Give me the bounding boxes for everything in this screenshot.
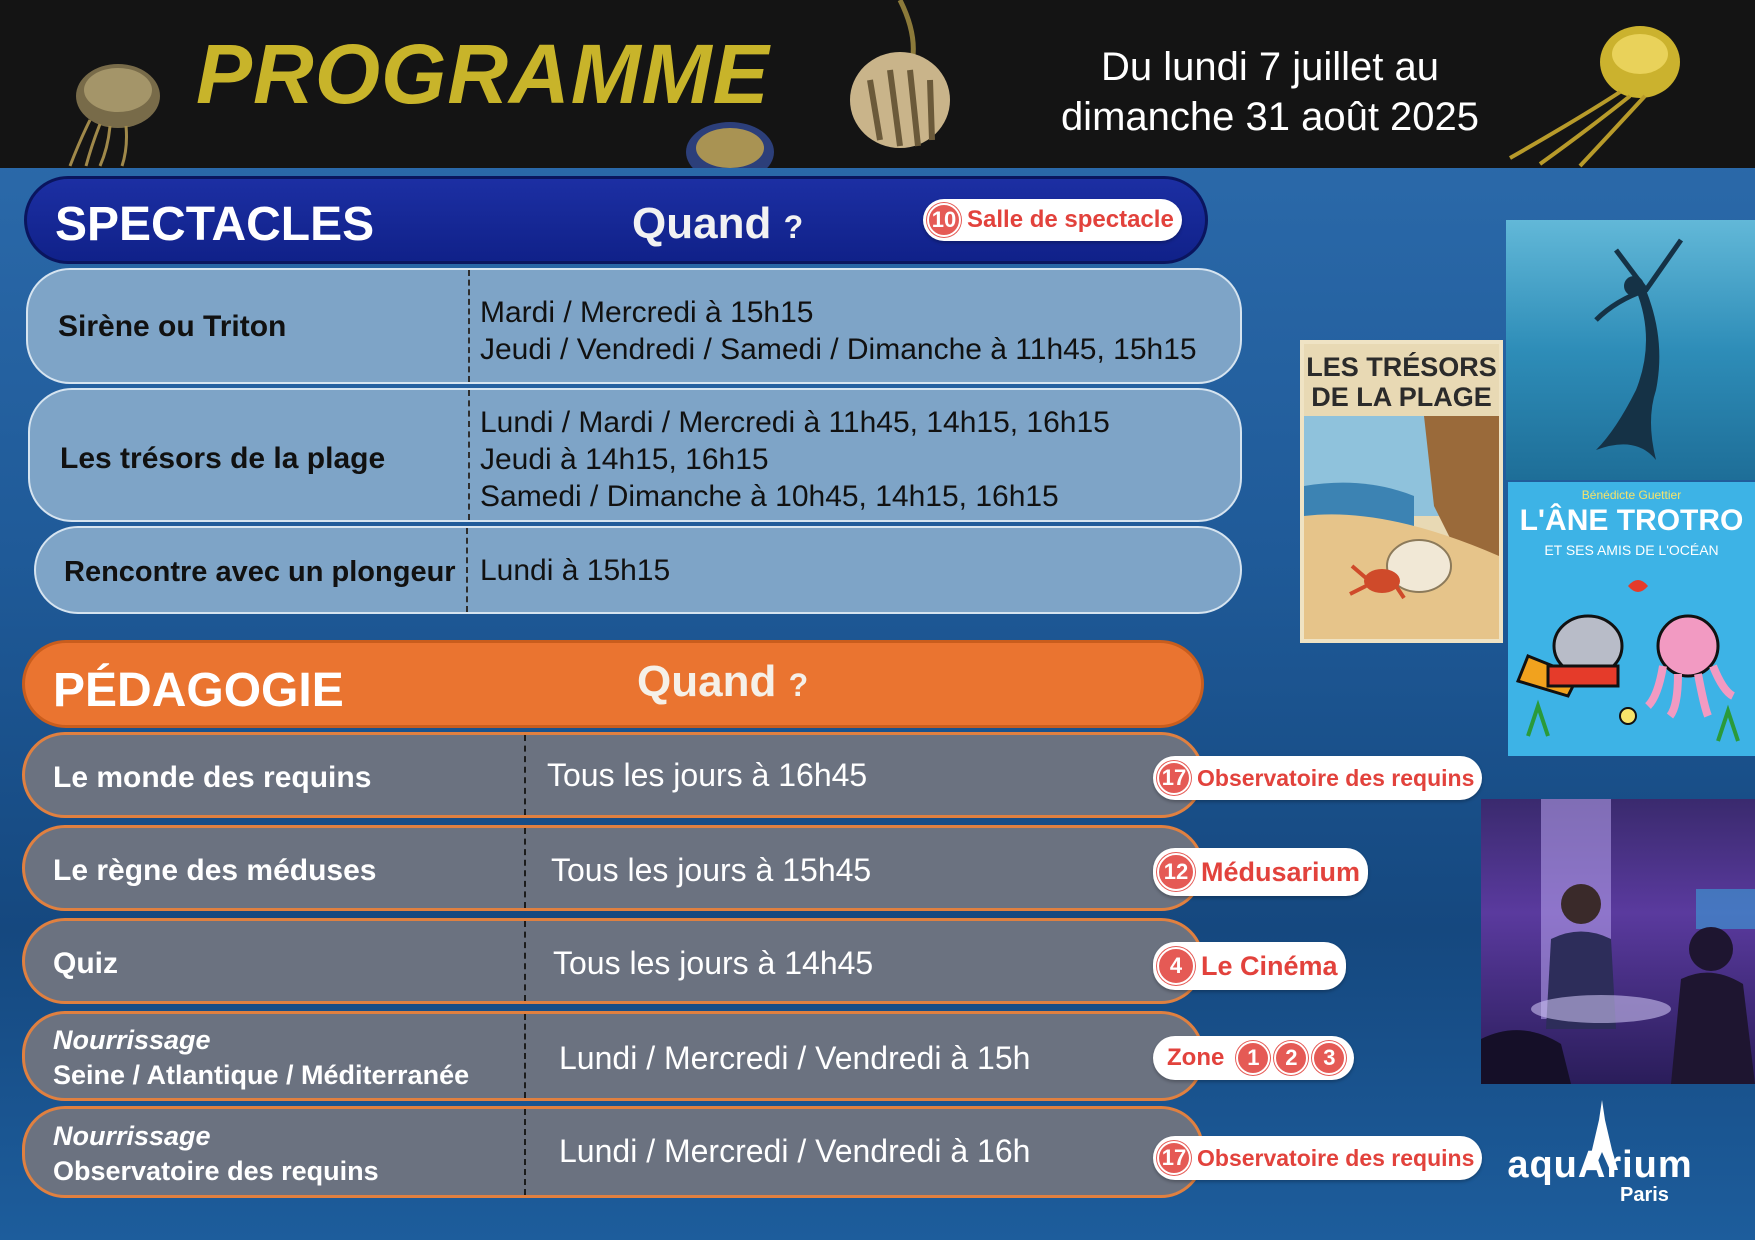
spectacles-title: SPECTACLES: [55, 198, 375, 251]
pedagogie-quand-label: Quand ?: [637, 657, 809, 706]
page-title: PROGRAMME: [196, 27, 770, 121]
poster-tresors-de-la-plage: LES TRÉSORS DE LA PLAGE: [1300, 340, 1503, 643]
pedagogie-row: Nourrissage Seine / Atlantique / Méditerranée Lundi / Mercredi / Vendredi à 15h: [22, 1011, 1204, 1101]
pedagogie-row: Nourrissage Observatoire des requins Lundi / Mercredi / Vendredi à 16h: [22, 1106, 1204, 1198]
pedagogie-header: [22, 640, 1204, 728]
book-cover-ane-trotro: Bénédicte Guettier L'ÂNE TROTRO ET SES AMIS DE L'OCÉAN: [1508, 482, 1755, 756]
jellyfish-illustration-left: [30, 40, 170, 168]
location-badge-observatoire-des-requins: 17 Observatoire des requins: [1153, 756, 1482, 800]
pedagogie-row: Le règne des méduses Tous les jours à 15h45: [22, 825, 1204, 911]
aquarium-paris-logo: aquArium Paris: [1490, 1100, 1710, 1210]
beach-crab-illustration: [1304, 416, 1499, 640]
photo-mermaid-underwater: [1506, 220, 1755, 480]
header-banner: [0, 0, 1755, 168]
location-badge-zones: Zone 1 2 3: [1153, 1036, 1354, 1080]
spectacle-row: Les trésors de la plage Lundi / Mardi / Mercredi à 11h45, 14h15, 16h15 Jeudi à 14h15, 16h15 Samedi / Dimanche à 10h45, 14h15, 16h15: [28, 388, 1242, 522]
pedagogie-title: PÉDAGOGIE: [53, 664, 344, 717]
location-badge-observatoire-des-requins-2: 17 Observatoire des requins: [1153, 1136, 1482, 1180]
pedagogie-row: Quiz Tous les jours à 14h45: [22, 918, 1204, 1004]
spectacle-row: Sirène ou Triton Mardi / Mercredi à 15h15 Jeudi / Vendredi / Samedi / Dimanche à 11h45, 15h15: [26, 268, 1242, 384]
spectacle-row: Rencontre avec un plongeur Lundi à 15h15: [34, 526, 1242, 614]
spectacles-header: [24, 176, 1208, 264]
date-range: Du lundi 7 juillet au dimanche 31 août 2025: [1060, 45, 1480, 139]
location-badge-salle-de-spectacle: 10 Salle de spectacle: [923, 199, 1182, 241]
mermaid-silhouette: [1506, 220, 1755, 480]
educator-scene: [1481, 799, 1755, 1084]
spectacles-quand-label: Quand ?: [632, 199, 804, 248]
photo-educator-with-visitors: [1481, 799, 1755, 1084]
jellyfish-illustration-center: [840, 0, 1020, 168]
location-badge-le-cinema: 4 Le Cinéma: [1153, 942, 1346, 990]
pedagogie-row: Le monde des requins Tous les jours à 16h45: [22, 732, 1204, 818]
location-badge-medusarium: 12 Médusarium: [1153, 848, 1368, 896]
trotro-cartoon-illustration: [1508, 566, 1755, 756]
